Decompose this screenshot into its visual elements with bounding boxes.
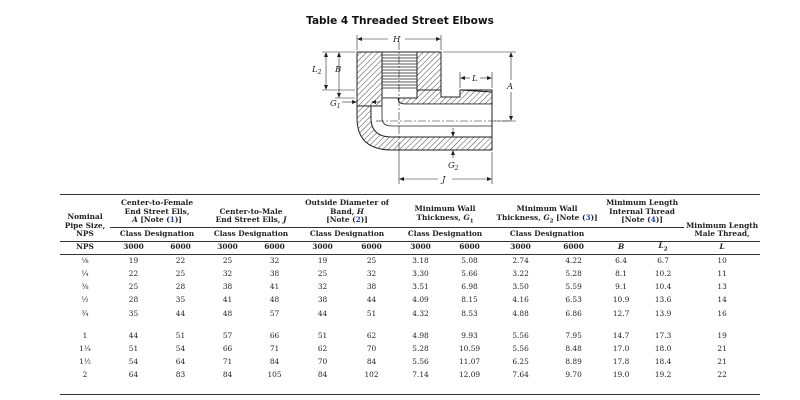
header-B: B: [600, 241, 642, 254]
value-cell: 11: [717, 269, 727, 279]
value-cell: 62: [366, 330, 377, 340]
class-3000: 3000: [494, 241, 547, 254]
value-cell: 32: [317, 282, 328, 292]
value-cell: 32: [269, 255, 280, 265]
row-spacer: [60, 320, 760, 329]
value-cell: 28: [128, 295, 139, 305]
value-cell: 38: [222, 282, 233, 292]
value-cell: 4.09: [412, 295, 429, 305]
value-cell: 3.50: [512, 282, 529, 292]
value-cell: 41: [222, 295, 233, 305]
value-cell: 64: [175, 357, 186, 367]
value-cell: 84: [366, 357, 377, 367]
class-designation: Class Designation: [204, 227, 298, 241]
table-row: [60, 369, 760, 382]
value-cell: 5.56: [412, 357, 429, 367]
nps-cell: ½: [81, 295, 89, 305]
value-cell: 22: [175, 255, 186, 265]
value-cell: 35: [128, 308, 139, 318]
value-cell: 44: [317, 308, 328, 318]
header-col-male: Minimum Length Male Thread,: [686, 220, 759, 239]
value-cell: 12.09: [458, 370, 481, 380]
table-row: [60, 356, 760, 369]
value-cell: 19: [128, 255, 139, 265]
value-cell: 5.08: [461, 255, 478, 265]
table-row: [60, 329, 760, 342]
value-cell: 19.0: [612, 370, 630, 380]
value-cell: 3.22: [512, 269, 529, 279]
value-cell: 48: [269, 295, 280, 305]
value-cell: 7.14: [412, 370, 429, 380]
header-col-int: Minimum Length Internal Thread [Note (4)]: [606, 198, 679, 225]
value-cell: 17.3: [654, 330, 672, 340]
class-6000: 6000: [445, 241, 494, 254]
value-cell: 3.18: [412, 255, 429, 265]
value-cell: 17.0: [612, 344, 630, 353]
dim-B: B: [335, 65, 342, 75]
value-cell: 18.0: [654, 344, 672, 353]
value-cell: 25: [366, 255, 377, 265]
value-cell: 84: [317, 370, 328, 380]
table-row: [60, 343, 760, 356]
value-cell: 44: [366, 295, 377, 305]
dim-L2: $L_2$: [312, 65, 322, 76]
value-cell: 105: [267, 370, 282, 380]
table-row: [60, 307, 760, 320]
value-cell: 84: [269, 357, 280, 367]
table-row: [60, 294, 760, 307]
value-cell: 19.2: [654, 370, 672, 380]
value-cell: 5.56: [512, 330, 529, 340]
value-cell: 38: [317, 295, 328, 305]
value-cell: 6.53: [565, 295, 582, 305]
value-cell: 54: [175, 344, 186, 353]
value-cell: 66: [269, 330, 280, 340]
value-cell: 51: [317, 330, 328, 340]
dim-H: H: [393, 35, 401, 45]
value-cell: 66: [222, 344, 233, 353]
value-cell: 54: [128, 357, 139, 367]
nps-cell: ⅛: [81, 255, 89, 265]
value-cell: 10.59: [458, 344, 481, 353]
value-cell: 25: [222, 255, 233, 265]
header-col-g1: Minimum Wall Thickness, $G_1$: [414, 204, 476, 225]
dim-G2: $G_2$: [448, 161, 459, 172]
value-cell: 19: [717, 330, 727, 340]
value-cell: 70: [317, 357, 328, 367]
value-cell: 51: [366, 308, 377, 318]
value-cell: 9.70: [565, 370, 582, 380]
value-cell: 4.32: [412, 308, 429, 318]
dim-L: L: [472, 74, 478, 84]
value-cell: 10.9: [612, 295, 630, 305]
value-cell: 3.51: [412, 282, 429, 292]
value-cell: 44: [175, 308, 186, 318]
value-cell: 19: [317, 255, 328, 265]
note-link-2[interactable]: 2: [355, 215, 361, 225]
value-cell: 11.07: [458, 357, 481, 367]
header-L2: $L_2$: [642, 241, 684, 254]
class-6000: 6000: [157, 241, 204, 254]
street-elbow-diagram: [300, 30, 530, 190]
value-cell: 21: [717, 357, 727, 367]
table-row: [60, 268, 760, 281]
class-3000: 3000: [204, 241, 251, 254]
value-cell: 84: [222, 370, 233, 380]
value-cell: 102: [364, 370, 379, 380]
value-cell: 8.1: [615, 269, 627, 279]
value-cell: 70: [366, 344, 377, 353]
value-cell: 57: [269, 308, 280, 318]
value-cell: 62: [317, 344, 328, 353]
value-cell: 9.93: [461, 330, 478, 340]
dim-A: A: [507, 82, 514, 92]
dim-G1: $G_1$: [330, 99, 341, 110]
value-cell: 83: [175, 370, 186, 380]
value-cell: 14.7: [612, 330, 630, 340]
value-cell: 6.25: [512, 357, 529, 367]
value-cell: 6.86: [565, 308, 582, 318]
class-designation: Class Designation: [396, 227, 494, 241]
value-cell: 8.53: [461, 308, 478, 318]
header-col-a: Center-to-Female End Street Ells, A [Note (1)]: [120, 198, 194, 225]
nps-cell: 1¼: [79, 344, 91, 353]
value-cell: 48: [222, 308, 233, 318]
value-cell: 13.6: [654, 295, 672, 305]
nps-cell: ⅜: [81, 282, 89, 292]
nps-cell: ¾: [81, 308, 89, 318]
class-3000: 3000: [110, 241, 157, 254]
value-cell: 14: [717, 295, 727, 305]
value-cell: 4.22: [565, 255, 582, 265]
class-3000: 3000: [298, 241, 347, 254]
header-nps-abbr: NPS: [60, 241, 110, 254]
value-cell: 57: [222, 330, 233, 340]
value-cell: 35: [175, 295, 186, 305]
value-cell: 8.15: [461, 295, 478, 305]
table-row: [60, 254, 760, 268]
value-cell: 6.98: [461, 282, 478, 292]
internal-thread: [382, 52, 417, 98]
value-cell: 25: [128, 282, 139, 292]
value-cell: 38: [366, 282, 377, 292]
nps-cell: ¼: [81, 269, 89, 279]
class-3000: 3000: [396, 241, 445, 254]
table-title: Table 4 Threaded Street Elbows: [306, 15, 494, 27]
note-link-4[interactable]: 4: [650, 215, 656, 225]
value-cell: 32: [222, 269, 233, 279]
value-cell: 32: [366, 269, 377, 279]
value-cell: 22: [717, 370, 727, 380]
value-cell: 10.2: [654, 269, 672, 279]
table-bottom-rule: [60, 394, 760, 395]
value-cell: 4.88: [512, 308, 529, 318]
note-link-1[interactable]: 1: [169, 215, 175, 225]
value-cell: 41: [269, 282, 280, 292]
value-cell: 4.98: [412, 330, 429, 340]
value-cell: 51: [128, 344, 139, 353]
value-cell: 5.28: [412, 344, 429, 353]
value-cell: 22: [128, 269, 139, 279]
value-cell: 18.4: [654, 357, 672, 367]
header-col-h: Outside Diameter of Band, H [Note (2)]: [305, 198, 389, 225]
value-cell: 3.30: [412, 269, 429, 279]
value-cell: 25: [317, 269, 328, 279]
value-cell: 8.48: [565, 344, 582, 353]
value-cell: 17.8: [612, 357, 630, 367]
value-cell: 51: [175, 330, 186, 340]
value-cell: 28: [175, 282, 186, 292]
value-cell: 9.1: [615, 282, 627, 292]
value-cell: 10.4: [654, 282, 672, 292]
class-designation: Class Designation: [110, 227, 204, 241]
value-cell: 7.95: [565, 330, 582, 340]
value-cell: 64: [128, 370, 139, 380]
value-cell: 10: [717, 255, 727, 265]
value-cell: 13: [717, 282, 727, 292]
class-6000: 6000: [251, 241, 298, 254]
value-cell: 13.9: [654, 308, 672, 318]
value-cell: 16: [717, 308, 727, 318]
class-6000: 6000: [547, 241, 600, 254]
note-link-3[interactable]: 3: [585, 212, 591, 222]
value-cell: 71: [269, 344, 280, 353]
value-cell: 4.16: [512, 295, 529, 305]
value-cell: 21: [717, 344, 727, 353]
header-col-j: Center-to-Male End Street Ells, J: [215, 206, 287, 225]
value-cell: 6.4: [615, 255, 627, 265]
value-cell: 5.66: [461, 269, 478, 279]
dim-J: J: [442, 175, 446, 185]
class-designation: Class Designation: [494, 227, 600, 241]
class-6000: 6000: [347, 241, 396, 254]
header-nps: Nominal Pipe Size, NPS: [64, 212, 106, 239]
value-cell: 5.28: [565, 269, 582, 279]
value-cell: 44: [128, 330, 139, 340]
value-cell: 5.59: [565, 282, 582, 292]
value-cell: 71: [222, 357, 233, 367]
value-cell: 38: [269, 269, 280, 279]
value-cell: 25: [175, 269, 186, 279]
nps-cell: 2: [82, 370, 88, 380]
value-cell: 12.7: [612, 308, 630, 318]
table-row: [60, 281, 760, 294]
nps-cell: 1½: [79, 357, 91, 367]
nps-cell: 1: [82, 330, 88, 340]
class-designation: Class Designation: [298, 227, 396, 241]
value-cell: 8.89: [565, 357, 582, 367]
value-cell: 2.74: [512, 255, 529, 265]
value-cell: 5.56: [512, 344, 529, 353]
value-cell: 6.7: [657, 255, 669, 265]
dimensions-table: [60, 194, 760, 382]
value-cell: 7.64: [512, 370, 529, 380]
header-L: L: [684, 241, 760, 254]
header-col-g2: Minimum Wall Thickness, $G_2$ [Note (3)]: [496, 204, 598, 225]
